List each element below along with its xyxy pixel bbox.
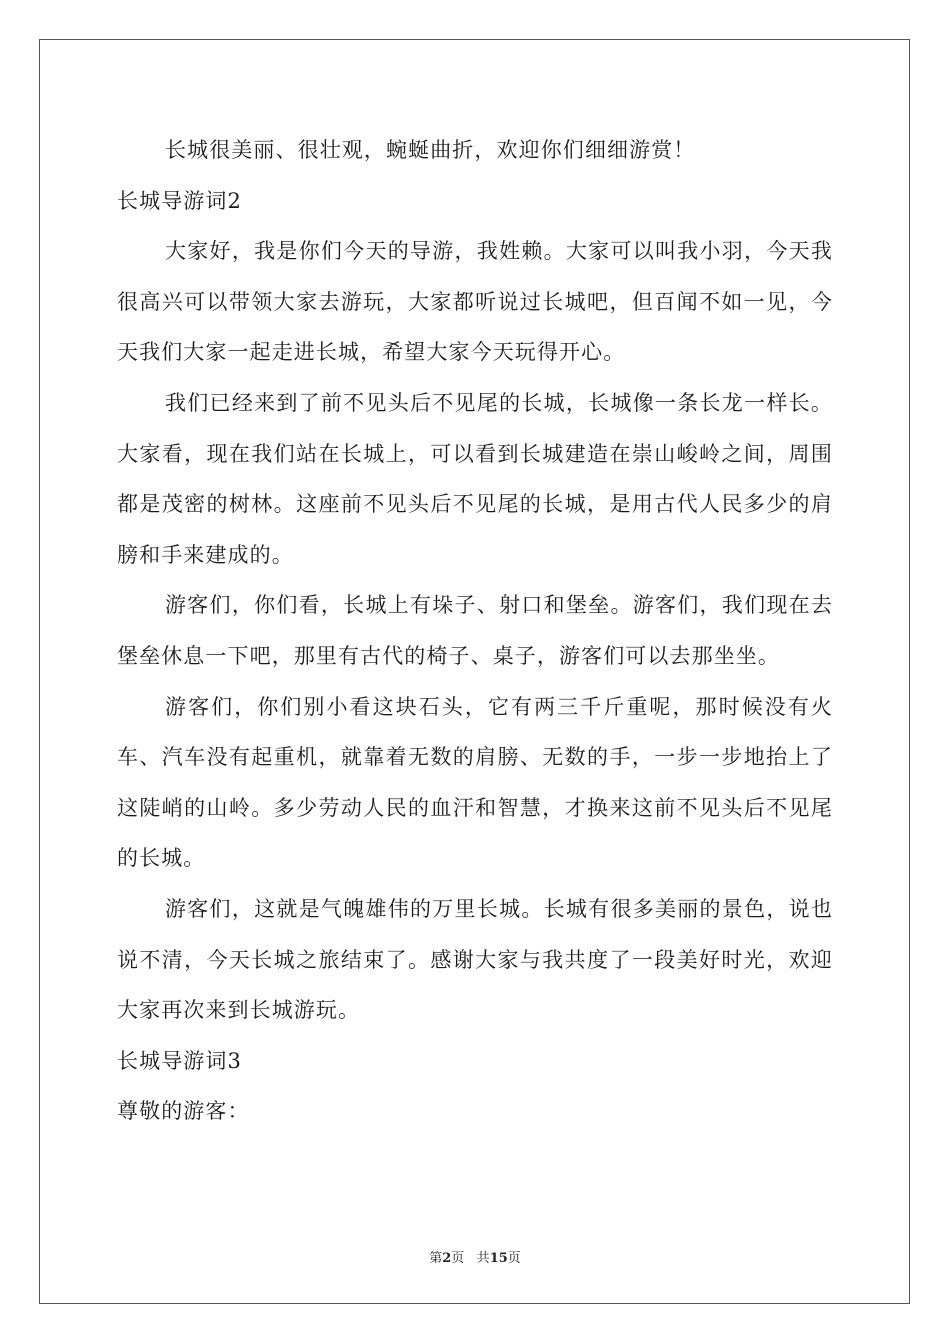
paragraph: 长城很美丽、很壮观，蜿蜒曲折，欢迎你们细细游赏！ [165, 138, 696, 162]
section-heading: 长城导游词2 [117, 188, 242, 213]
paragraph: 游客们，这就是气魄雄伟的万里长城。长城有很多美丽的景色，说也说不清，今天长城之旅结束了。感谢大家与我共度了一段美好时光，欢迎大家再次来到长城游玩。 [117, 896, 833, 1023]
paragraph: 我们已经来到了前不见头后不见尾的长城，长城像一条长龙一样长。大家看，现在我们站在长城上，可以看到长城建造在崇山峻岭之间，周围都是茂密的树林。这座前不见头后不见尾的长城，是用古代人民多少的肩膀和手来建成的。 [117, 390, 833, 567]
footer-total-suffix: 页 [507, 1251, 521, 1266]
salutation: 尊敬的游客： [117, 1099, 250, 1124]
total-pages-number: 15 [489, 1251, 508, 1266]
paragraph: 游客们，你们别小看这块石头，它有两三千斤重呢，那时候没有火车、汽车没有起重机，就靠着无数的肩膀、无数的手，一步一步地抬上了这陡峭的山岭。多少劳动人民的血汗和智慧，才换来这前不见头后不见尾的长城。 [117, 694, 833, 871]
current-page-number: 2 [442, 1251, 452, 1266]
section-heading: 长城导游词3 [117, 1048, 242, 1073]
page-footer [0, 1247, 950, 1266]
paragraph: 大家好，我是你们今天的导游，我姓赖。大家可以叫我小羽，今天我很高兴可以带领大家去游玩，大家都听说过长城吧，但百闻不如一见，今天我们大家一起走进长城，希望大家今天玩得开心。 [117, 239, 833, 365]
footer-prefix: 第 [429, 1251, 443, 1266]
paragraph: 游客们，你们看，长城上有垛子、射口和堡垒。游客们，我们现在去堡垒休息一下吧，那里有古代的椅子、桌子，游客们可以去那坐坐。 [117, 593, 833, 668]
footer-total-prefix: 共 [476, 1251, 490, 1266]
document-body [117, 125, 833, 1137]
footer-page-suffix: 页 [451, 1251, 465, 1266]
